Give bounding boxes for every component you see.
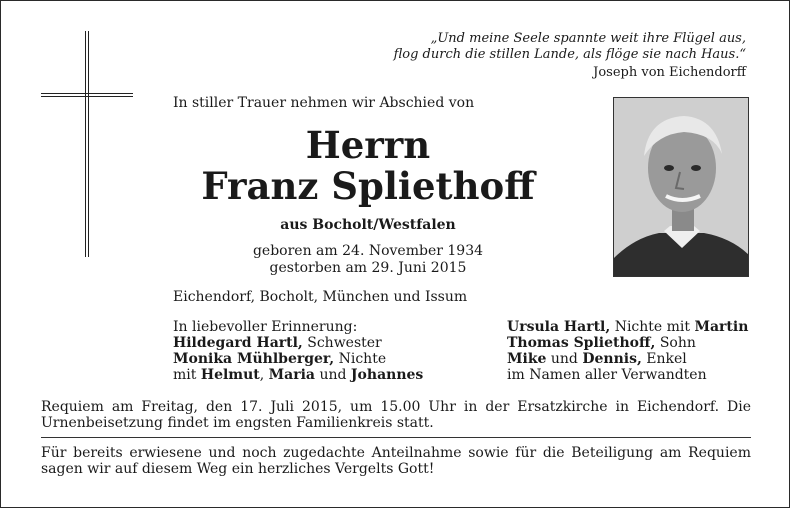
poem-quote xyxy=(326,31,746,81)
mourners-left xyxy=(173,319,423,383)
divider xyxy=(41,437,751,438)
mourners-right xyxy=(507,319,748,383)
mourner-line: Monika Mühlberger, Nichte xyxy=(173,351,387,367)
mourner-line: In liebevoller Erinnerung: xyxy=(173,319,358,335)
mourner-line: Ursula Hartl, Nichte mit Martin xyxy=(507,319,749,335)
mourner-line: Hildegard Hartl, Schwester xyxy=(173,335,382,351)
mourner-line: mit Helmut, Maria und Johannes xyxy=(173,367,424,383)
mourner-line: Mike und Dennis, Enkel xyxy=(507,351,687,367)
mourner-line: Thomas Spliethoff, Sohn xyxy=(507,335,696,351)
portrait-photo xyxy=(613,97,749,277)
thanks-text: Für bereits erwiesene und noch zugedachte Anteilnahme sowie für die Beteiligung am Requiem sagen wir auf diesem Weg ein herzliches Vergelts Gott! xyxy=(41,445,751,477)
death-date: gestorben am 29. Juni 2015 xyxy=(269,260,467,276)
salutation: Herrn xyxy=(305,123,431,167)
intro-text: In stiller Trauer nehmen wir Abschied von xyxy=(173,95,475,111)
quote-line-1: „Und meine Seele spannte weit ihre Flügel aus, xyxy=(430,31,746,46)
mourner-line: im Namen aller Verwandten xyxy=(507,367,707,383)
quote-author: Joseph von Eichendorff xyxy=(593,65,746,80)
birth-date: geboren am 24. November 1934 xyxy=(252,243,484,259)
origin: aus Bocholt/Westfalen xyxy=(280,217,456,233)
cross-icon xyxy=(41,31,133,257)
quote-line-2: flog durch die stillen Lande, als flöge sie nach Haus.“ xyxy=(393,47,746,62)
places: Eichendorf, Bocholt, München und Issum xyxy=(173,289,468,305)
requiem-text: Requiem am Freitag, den 17. Juli 2015, um 15.00 Uhr in der Ersatzkirche in Eichendorf. Die Urnenbeisetzung findet im engsten Familienkreis statt. xyxy=(41,399,751,431)
deceased-name: Franz Spliethoff xyxy=(201,164,535,208)
